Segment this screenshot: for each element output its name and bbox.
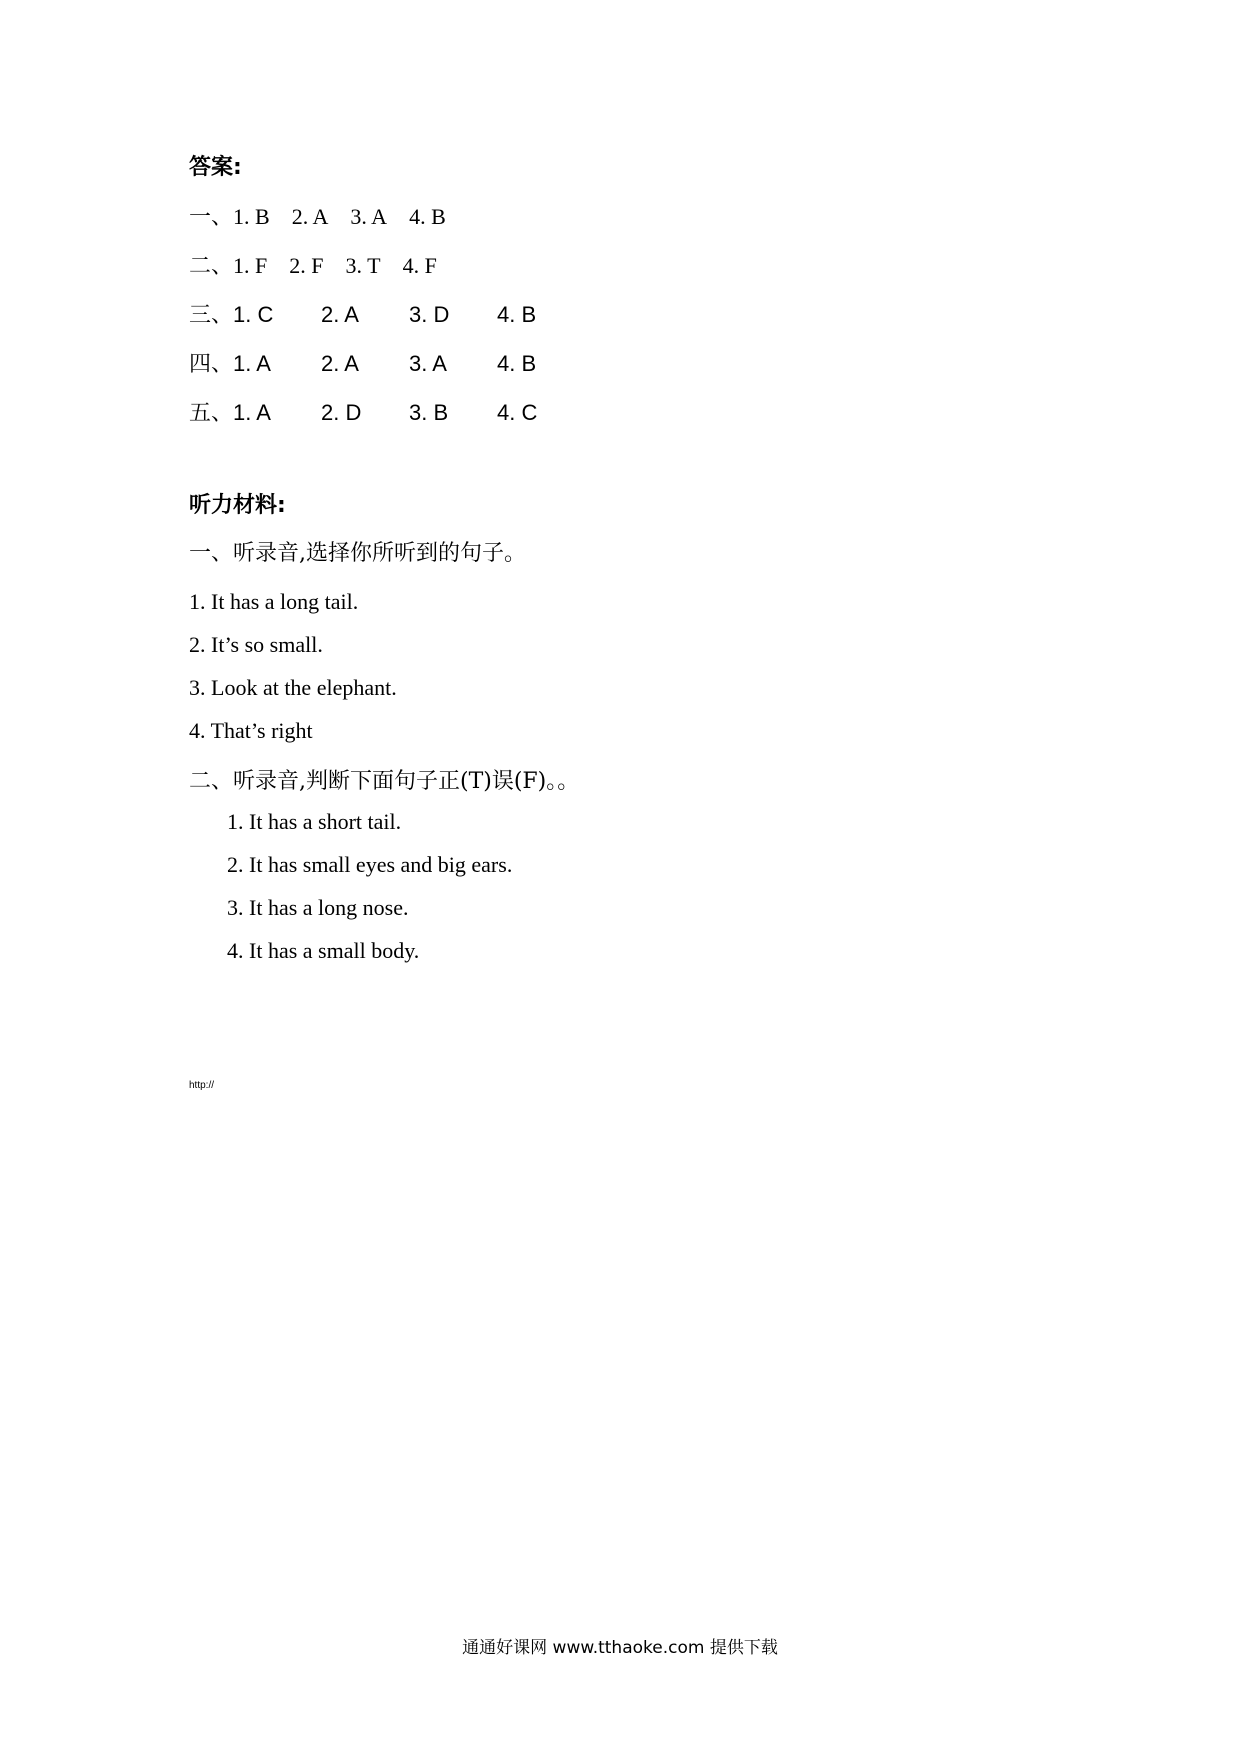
listening-section-1-title: 一、听录音,选择你所听到的句子。 xyxy=(189,541,526,566)
listening-sentence: 2. It has small eyes and big ears. xyxy=(227,852,513,877)
answer-item: 1. A xyxy=(233,351,271,376)
answer-item: 2. D xyxy=(321,400,362,425)
answer-item: 1. A xyxy=(233,400,271,425)
answer-row-prefix: 五、 xyxy=(189,401,234,426)
answer-item: 2. F xyxy=(289,253,324,278)
answer-row-3 xyxy=(189,301,585,330)
listening-sentence: 1. It has a short tail. xyxy=(227,809,402,834)
answer-row-1 xyxy=(189,203,468,232)
answer-item: 2. A xyxy=(291,204,329,229)
answer-item: 3. B xyxy=(409,400,449,425)
answers-heading: 答案: xyxy=(189,155,242,180)
answer-item: 2. A xyxy=(321,351,359,376)
answer-row-prefix: 一、 xyxy=(189,205,234,230)
listening-heading: 听力材料: xyxy=(189,493,286,518)
listening-sentence: 3. It has a long nose. xyxy=(227,895,409,920)
answer-row-prefix: 四、 xyxy=(189,352,234,377)
answer-item: 3. A xyxy=(409,351,447,376)
listening-sentence: 4. That’s right xyxy=(189,718,313,743)
listening-section-2-title: 二、听录音,判断下面句子正(T)误(F)。。 xyxy=(189,769,580,794)
answer-item: 1. B xyxy=(233,204,270,229)
answer-item: 4. C xyxy=(497,400,538,425)
answer-row-2 xyxy=(189,252,459,281)
answer-row-4 xyxy=(189,350,585,379)
answer-item: 2. A xyxy=(321,302,359,327)
listening-sentence: 3. Look at the elephant. xyxy=(189,675,397,700)
answer-item: 4. B xyxy=(409,204,446,229)
answer-row-prefix: 二、 xyxy=(189,254,234,279)
answer-item: 3. T xyxy=(345,253,381,278)
answer-item: 1. F xyxy=(233,253,268,278)
listening-sentence: 1. It has a long tail. xyxy=(189,589,359,614)
listening-sentence: 2. It’s so small. xyxy=(189,632,323,657)
answer-item: 1. C xyxy=(233,302,274,327)
listening-sentence: 4. It has a small body. xyxy=(227,938,420,963)
url-text: http:// xyxy=(189,1080,215,1091)
answer-row-prefix: 三、 xyxy=(189,303,234,328)
answer-item: 3. A xyxy=(350,204,388,229)
answer-item: 4. B xyxy=(497,351,537,376)
answer-item: 4. B xyxy=(497,302,537,327)
answer-item: 3. D xyxy=(409,302,450,327)
footer-text: 通通好课网 www.tthaoke.com 提供下载 xyxy=(462,1638,778,1658)
answer-row-5 xyxy=(189,399,585,428)
answer-item: 4. F xyxy=(402,253,437,278)
